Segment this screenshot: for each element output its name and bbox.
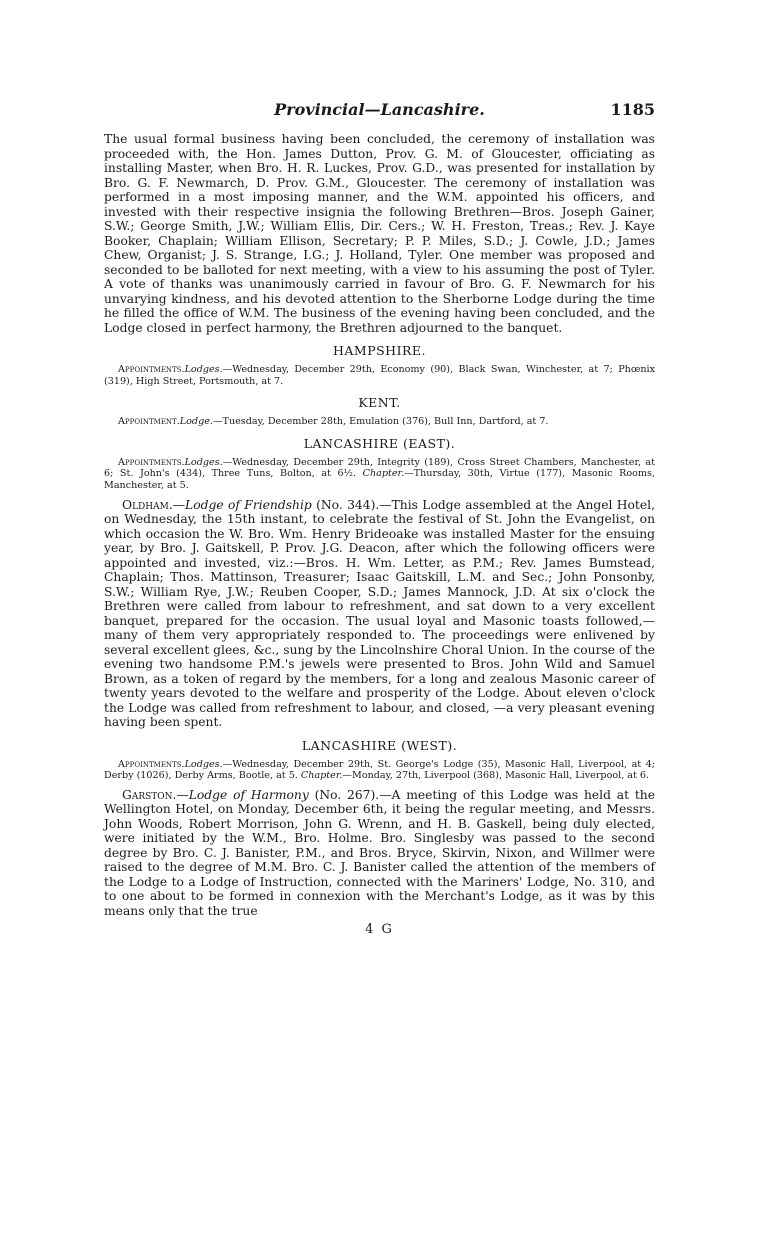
section-heading-lancashire-east: LANCASHIRE (EAST).	[303, 435, 456, 451]
report-place: Garston.	[122, 787, 177, 802]
section-heading-kent: KENT.	[358, 395, 401, 411]
intro-paragraph: The usual formal business having been concluded, the ceremony of installation was proceeded with, the Hon. James Dutton, Prov. G. M. of Gloucester, officiating as installing Master, when Bro. H. R. Luckes, Prov. G.D., was presented for installation by Bro. G. F. Newmarch, D. Prov. G.M., Gloucester. The ceremony of installation was performed in a most imposing manner, and the W.M. appointed his officers, and invested with their respective insignia the following Brethren—Bros. Joseph Gainer, S.W.; George Smith, J.W.; William Ellis, Dir. Cers.; W. H. Freston, Treas.; Rev. J. Kaye Booker, Chaplain; William Ellison, Secretary; P. P. Miles, S.D.; J. Cowle, J.D.; James Chew, Organist; J. S. Strange, I.G.; J. Holland, Tyler. One member was proposed and seconded to be balloted for next meeting, with a view to his assuming the post of Tyler. A vote of thanks was unanimously carried in favour of Bro. G. F. Newmarch for his unvarying kindness, and his devoted attention to the Sherborne Lodge during the time he filled the office of W.M. The business of the evening having been concluded, and the Lodge closed in perfect harmony, the Brethren adjourned to the banquet.	[104, 132, 655, 335]
chapter-details: —Thursday, 30th, Virtue (177), Masonic Rooms, Manchester, at 5.	[104, 468, 655, 491]
appointments-label: Appointments.	[118, 758, 185, 770]
appointment-details: —Tuesday, December 28th, Emulation (376), Bull Inn, Dartford, at 7.	[212, 416, 549, 428]
report-lodge-name: Lodge of Friendship	[185, 497, 312, 512]
appointment-details: —Wednesday, December 29th, Integrity (189), Cross Street Chambers, Manchester, at 6; St. John's (434), Three Tuns, Bolton, at 6½.	[104, 456, 655, 480]
appointments-kent	[104, 416, 655, 428]
page-number: 1185	[610, 100, 655, 119]
section-heading-lancashire-west: LANCASHIRE (WEST).	[301, 737, 458, 753]
report-text: (No. 344).—This Lodge assembled at the Angel Hotel, on Wednesday, the 15th instant, to celebrate the festival of St. John the Evangelist, on which occasion the W. Bro. Wm. Henry Brideoake was installed Master for the ensuing year, by Bro. J. Gaitskell, P. Prov. J.G. Deacon, after which the following officers were appointed and invested, viz.:—Bros. H. Wm. Letter, as P.M.; Rev. James Bumstead, Chaplain; Thos. Mattinson, Treasurer; Isaac Gaitskill, L.M. and Sec.; John Ponsonby, S.W.; William Rye, J.W.; Reuben Cooper, S.D.; James Mannock, J.D. At six o'clock the Brethren were called from labour to refreshment, and sat down to a very excellent banquet, prepared for the occasion. The usual loyal and Masonic toasts followed,—many of them very appropriately responded to. The proceedings were enlivened by several excellent glees, &c., sung by the Lincolnshire Choral Union. In the course of the evening two handsome P.M.'s jewels were presented to Bros. John Wild and Samuel Brown, as a token of regard by the members, for a long and zealous Masonic career of twenty years devoted to the welfare and prosperity of the Lodge. About eleven o'clock the Lodge was called from refreshment to labour, and closed, —a very pleasant evening having been spent.	[104, 497, 655, 730]
appointments-label: Appointments.	[118, 364, 185, 375]
report-oldham: Oldham.—Lodge of Friendship (No. 344).—This Lodge assembled at the Angel Hotel, on Wednesday, the 15th instant, to celebrate the festival of St. John the Evangelist, on which occasion the W. Bro. Wm. Henry Brideoake was installed Master for the ensuing year, by Bro. J. Gaitskell, P. Prov. J.G. Deacon, after which the following officers were appointed and invested, viz.:—Bros. H. Wm. Letter, as P.M.; Rev. James Bumstead, Chaplain; Thos. Mattinson, Treasurer; Isaac Gaitskill, L.M. and Sec.; John Ponsonby, S.W.; William Rye, J.W.; Reuben Cooper, S.D.; James Mannock, J.D. At six o'clock the Brethren were called from labour to refreshment, and sat down to a very excellent banquet, prepared for the occasion. The usual loyal and Masonic toasts followed,—many of them very appropriately responded to. The proceedings were enlivened by several excellent glees, &c., sung by the Lincolnshire Choral Union. In the course of the evening two handsome P.M.'s jewels were presented to Bros. John Wild and Samuel Brown, as a token of regard by the members, for a long and zealous Masonic career of twenty years devoted to the welfare and prosperity of the Lodge. About eleven o'clock the Lodge was called from refreshment to labour, and closed, —a very pleasant evening having been spent.	[104, 497, 655, 730]
appointment-details: —Wednesday, December 29th, Economy (90), Black Swan, Winchester, at 7; Phœnix (319), High Street, Portsmouth, at 7.	[104, 364, 655, 387]
report-place: Oldham.	[122, 497, 173, 512]
appointment-type: Lodge.	[179, 416, 213, 428]
running-header	[104, 100, 655, 120]
appointments-lancashire-west	[104, 759, 655, 782]
section-heading-hampshire: HAMPSHIRE.	[332, 343, 427, 358]
appointment-type: Lodges.	[184, 456, 223, 468]
chapter-details: —Monday, 27th, Liverpool (368), Masonic Hall, Liverpool, at 6.	[342, 770, 650, 782]
appointments-label: Appointments.	[118, 456, 185, 468]
page	[0, 100, 763, 1256]
report-text: (No. 267).—A meeting of this Lodge was held at the Wellington Hotel, on Monday, December 6th, it being the regular meeting, and Messrs. John Woods, Robert Morrison, John G. Wrenn, and H. B. Gaskell, being duly elected, were initiated by the W.M., Bro. Holme. Bro. Singlesby was passed to the second degree by Bro. C. J. Banister, P.M., and Bros. Bryce, Skirvin, Nixon, and Willmer were raised to the degree of M.M. Bro. C. J. Banister called the attention of the members of the Lodge to a Lodge of Instruction, connected with the Mariners' Lodge, No. 310, and to one about to be formed in connexion with the Merchant's Lodge, as it was by this means only that the true	[104, 787, 655, 918]
report-lodge-name: Lodge of Harmony	[188, 787, 309, 802]
signature-mark: 4 G	[365, 922, 394, 938]
appointment-type: Lodges.	[184, 758, 223, 770]
running-title: Provincial—Lancashire.	[274, 100, 485, 119]
appointment-type: Lodges.	[184, 364, 223, 375]
appointments-lancashire-east	[104, 457, 655, 492]
chapter-label: Chapter.	[362, 468, 405, 480]
appointment-details: —Wednesday, December 29th, St. George's Lodge (35), Masonic Hall, Liverpool, at 4; Derby (1026), Derby Arms, Bootle, at 5.	[104, 758, 655, 782]
report-garston: Garston.—Lodge of Harmony (No. 267).—A meeting of this Lodge was held at the Wellington Hotel, on Monday, December 6th, it being the regular meeting, and Messrs. John Woods, Robert Morrison, John G. Wrenn, and H. B. Gaskell, being duly elected, were initiated by the W.M., Bro. Holme. Bro. Singlesby was passed to the second degree by Bro. C. J. Banister, P.M., and Bros. Bryce, Skirvin, Nixon, and Willmer were raised to the degree of M.M. Bro. C. J. Banister called the attention of the members of the Lodge to a Lodge of Instruction, connected with the Mariners' Lodge, No. 310, and to one about to be formed in connexion with the Merchant's Lodge, as it was by this means only that the true	[104, 787, 655, 918]
appointments-hampshire	[104, 364, 655, 387]
chapter-label: Chapter.	[300, 770, 343, 782]
appointments-label: Appointment.	[118, 416, 180, 428]
